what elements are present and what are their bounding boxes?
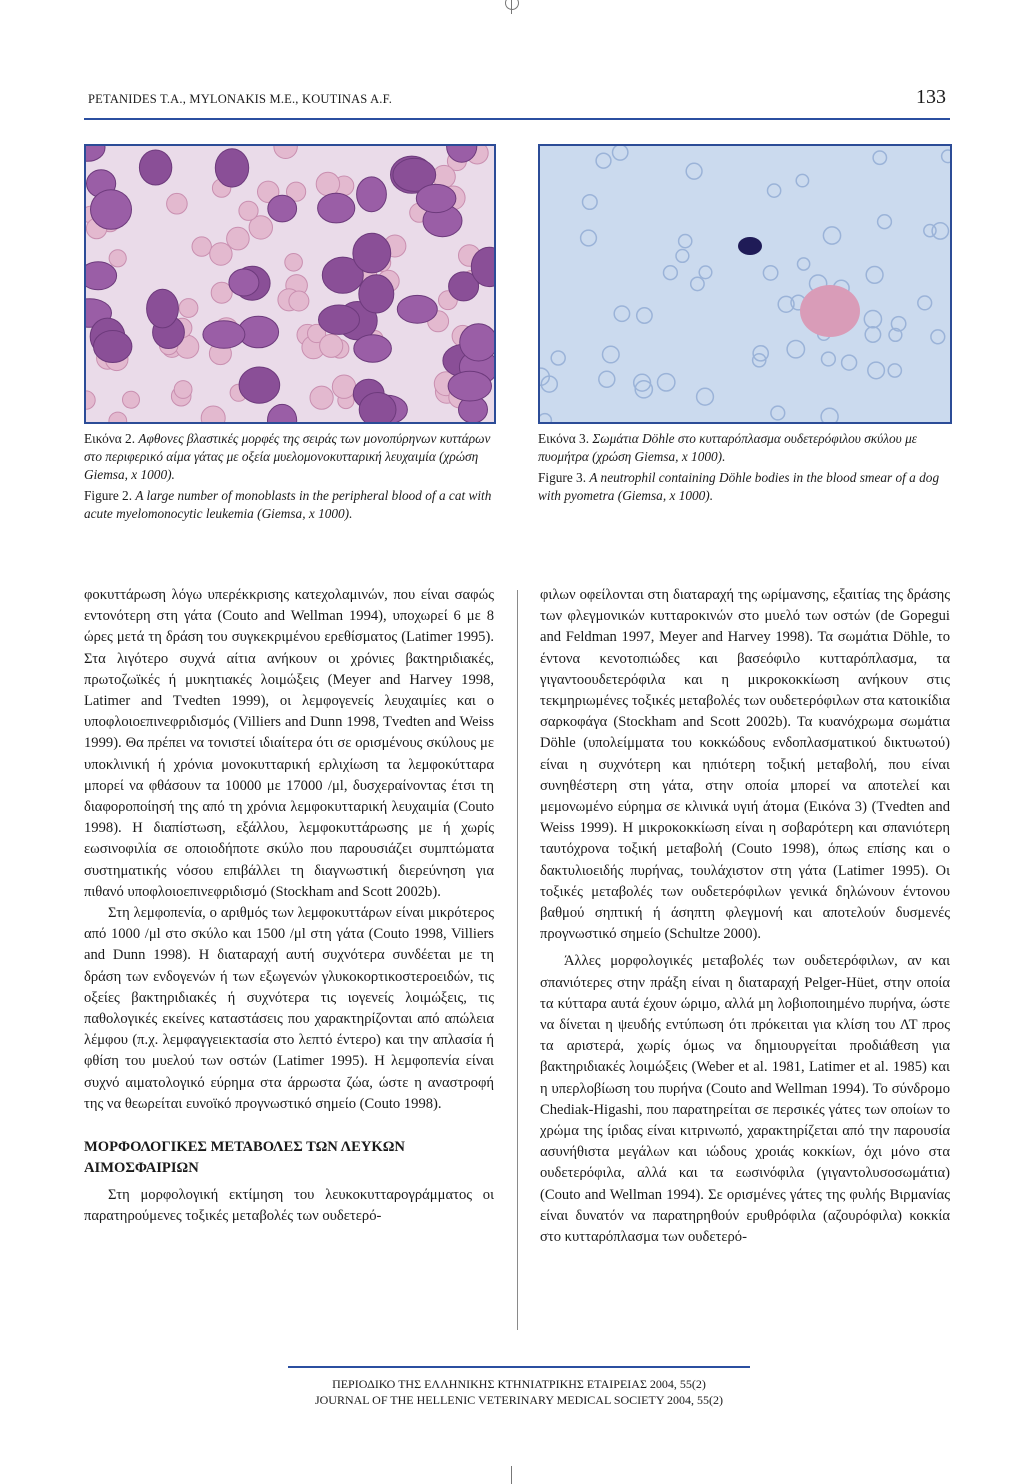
monoblast-cell <box>215 149 248 187</box>
column-divider <box>517 590 518 1330</box>
monoblast-cell <box>229 269 259 296</box>
monoblast-cell <box>139 150 171 185</box>
red-blood-cell <box>179 299 198 318</box>
paragraph: Στη λεμφοπενία, ο αριθμός των λεμφοκυττάρων είναι μικρότερος από 1000 /μl στο σκύλο και 1500 /μl στη γάτα (Couto 1998, Villiers and Dunn 1998). Η διαταραχή αυτή συχνότερα συνδέεται με τη δράση των ενδογενών ή των εξωγενών γλυκοκορτικοστεροειδών, τις οξείες βακτηριδιακές ή συχνότερα τις ιογενείς λοιμώξεις, τις παθολογικές εκείνες καταστάσεις που χαρακτηρίζονται από απώλεια λέμφου (π.χ. λεμφαγγειεκτασία στο λεπτό έντερο) και την απλασία ή φθίση του μυελού των οστών (Latimer 1995). Η λεμφοπενία είναι συχνό αιματολογικό εύρημα στα άρρωστα ζώα, ώστε η αναστροφή της να θεωρείται ευνοϊκό προγνωστικό σημείο (Couto 1998). <box>84 905 494 1112</box>
figure-3-caption-english <box>538 469 948 505</box>
red-blood-cell <box>285 254 303 272</box>
monoblast-cell <box>91 190 132 230</box>
monoblast-cell <box>239 367 280 403</box>
journal-footer <box>288 1376 750 1408</box>
monoblast-cell <box>354 335 392 362</box>
figure-3-caption <box>538 430 948 508</box>
figure-2-text-greek: Αφθονες βλαστικές μορφές της σειράς των μονοπύρηνων κυττάρων στο περιφερικό αίμα γάτας με οξεία μυελομονοκυτταρική λευχαιμία (χρώση Giemsa, x 1000). <box>84 431 491 482</box>
red-blood-cell <box>239 201 258 220</box>
red-blood-cell <box>316 172 339 195</box>
figure-3-text-greek: Σωμάτια Döhle στο κυτταρόπλασμα ουδετερόφιλου σκύλου με πυομήτρα (χρώση Giemsa, x 1000). <box>538 431 918 464</box>
figure-2-caption <box>84 430 492 526</box>
registration-mark <box>505 0 519 10</box>
figure-2-label-english: Figure 2. <box>84 488 133 503</box>
figure-3-label-greek: Εικόνα 3. <box>538 431 590 446</box>
figure-2-micrograph <box>84 144 496 424</box>
monoblast-cell <box>397 295 437 323</box>
footer-rule <box>288 1366 750 1368</box>
monoblast-cell <box>86 262 117 290</box>
monoblast-cell <box>460 324 494 361</box>
paragraph: φιλων οφείλονται στη διαταραχή της ωρίμανσης, εξαιτίας της δράσης των φλεγμονικών κυτταροκινών στο μυελό των οστών (de Gopegui and Feldman 1997, Meyer and Harvey 1998). Τα σωμάτια Döhle, το έντονα κενοτοπιώδες και βασεόφιλο κυτταρόπλασμα, τα γιγαντοουδετερόφιλα και η μικροκοκκίωση ανήκουν στις τεκμηριωμένες τοξικές μεταβολές των ουδετερόφιλων στα κατοικίδια σαρκοφάγα (Stockham and Scott 2002b). Τα κυανόχρωμα σωμάτια Döhle (υπολείμματα του κοκκώδους ενδοπλασματικού δικτυωτού) είναι η συχνότερη και ηπιότερη τοξική μεταβολή, που είναι συνηθέστερη στη γάτα, στην οποία μπορεί να αποτελεί και μεμονωμένο εύρημα σε κλινικά υγιή άτομα (Εικόνα 3) (Tvedten and Weiss 1999). Η μικροκοκκίωση είναι η σοβαρότερη και σπανιότερη ταυτόχρονα τοξική μεταβολή (Couto 1998), όπως επίσης και ο δακτυλιοειδής πυρήνας, τουλάχιστον στη γάτα (Latimer 1995). Οι τοξικές μεταβολές των ουδετερόφιλων γενικά δηλώνουν έντονου βαθμού σηπτική ή άσηπτη φλεγμονή και αποτελούν δυσμενές προγνωστικό σημείο (Schultze 2000). <box>540 587 950 943</box>
running-header <box>84 82 950 118</box>
page-number: 133 <box>916 86 946 108</box>
red-blood-cell <box>320 334 343 357</box>
monoblast-cell <box>359 393 396 423</box>
red-blood-cell <box>332 375 355 398</box>
monoblast-cell <box>203 321 245 349</box>
figure-2-caption-english <box>84 487 492 523</box>
header-rule <box>84 118 950 120</box>
figure-3-image <box>540 146 950 422</box>
header-authors: PETANIDES T.A., MYLONAKIS M.E., KOUTINAS A.F. <box>88 92 393 106</box>
red-blood-cell <box>192 237 211 256</box>
nucleus-cell <box>738 237 762 255</box>
figure-2-image <box>86 146 494 422</box>
figure-3-caption-greek <box>538 430 948 466</box>
figure-3-label-english: Figure 3. <box>538 470 587 485</box>
figure-2-label-greek: Εικόνα 2. <box>84 431 136 446</box>
red-blood-cell <box>174 381 192 399</box>
monoblast-cell <box>268 195 297 222</box>
footer-journal-english: JOURNAL OF THE HELLENIC VETERINARY MEDICAL SOCIETY 2004, 55(2) <box>314 1393 724 1407</box>
neutrophil-cell <box>800 285 860 337</box>
monoblast-cell <box>319 305 360 334</box>
footer-journal-greek: ΠΕΡΙΟΔΙΚΟ ΤΗΣ ΕΛΛΗΝΙΚΗΣ ΚΤΗΝΙΑΤΡΙΚΗΣ ΕΤΑΙΡΕΙΑΣ 2004, 55(2) <box>332 1377 706 1391</box>
monoblast-cell <box>94 331 132 363</box>
red-blood-cell <box>167 193 188 214</box>
monoblast-cell <box>318 193 355 223</box>
monoblast-cell <box>448 371 491 401</box>
section-heading: ΜΟΡΦΟΛΟΓΙΚΕΣ ΜΕΤΑΒΟΛΕΣ ΤΩΝ ΛΕΥΚΩΝ ΑΙΜΟΣΦΑΙΡΙΩΝ <box>84 1139 405 1177</box>
figure-3-text-english: A neutrophil containing Döhle bodies in the blood smear of a dog with pyometra (Giemsa, x 1000). <box>538 470 940 503</box>
body-column-left <box>84 585 494 1227</box>
paragraph: φοκυττάρωση λόγω υπερέκκρισης κατεχολαμινών, που είναι σαφώς εντονότερη στη γάτα (Couto and Wellman 1994), υποχωρεί 6 με 8 ώρες μετά τη δράση του συγκεκριμένου ερεθίσματος (Latimer 1995). Στα λιγότερο συχνά αίτια ανήκουν οι χρόνιες βακτηριδιακές, πρωτοζωϊκές ή μυκητιακές λοιμώξεις (Meyer and Harvey 1998, Latimer and Tvedten 1999), οι λεμφογενείς λευχαιμίες και ο υποφλοιοεπινεφριδισμός (Villiers and Dunn 1998, Tvedten and Weiss 1999). Θα πρέπει να τονιστεί ιδιαίτερα ότι σε ορισμένους σκύλους με υποκλινική ή χρόνια μονοκυτταρική ερλιχίωση τα λεμφοκύτταρα μπορεί να φθάσουν τα 10000 με 17000 /μl, δυσχεραίνοντας έτσι τη διαφοροποίησή της από τη χρόνια λεμφοκυτταρική λευχαιμία (Couto 1998). Η διαπίστωση, εξάλλου, λεμφοκυττάρωσης με ή χωρίς εωσινοφιλία σε οποιοδήποτε σκύλο που παρουσιάζει συμπτώματα συστηματικής νόσου επιβάλλει τη διαγνωστική διερεύνηση για πιθανό υποφλοιοεπινεφριδισμό (Stockham and Scott 2002b). <box>84 587 494 900</box>
figure-2-caption-greek <box>84 430 492 484</box>
body-column-right <box>540 585 950 1248</box>
monoblast-cell <box>357 177 387 212</box>
monoblast-cell <box>147 289 179 328</box>
red-blood-cell <box>123 391 140 408</box>
red-blood-cell <box>109 250 126 267</box>
crop-mark-bottom <box>511 1466 512 1484</box>
red-blood-cell <box>289 291 309 311</box>
paragraph: Άλλες μορφολογικές μεταβολές των ουδετερόφιλων, αν και σπανιότερες στην πράξη είναι η διαταραχή Pelger-Hüet, στην οποία τα κύτταρα αυτά έχουν ώριμο, αλλά μη λοβιοποιημένο πυρήνα, ώστε να δίνεται η ψευδής εντύπωση ότι πρόκειται για κλίση του ΛΤ προς τα αριστερά, χωρίς όμως να δημιουργείται προδιάθεση για βακτηριδιακές λοιμώξεις (Weber et al. 1981, Latimer et al. 1985) και η υπερλοβίωση του πυρήνα (Couto and Wellman 1994). Το σύνδρομο Chediak-Higashi, που παρατηρείται σε περσικές γάτες των οποίων το χρώμα της ίριδας είναι κιτρινωπό, χαρακτηρίζεται από την παρουσία ασυνήθιστα μεγάλων και ιώδους χροιάς κοκκίων, όχι μόνο στα ουδετερόφιλα, αλλά και τα εωσινόφιλα (γιγαντολυσοσωμάτια) (Couto and Wellman 1994). Σε ορισμένες γάτες της φυλής Βιρμανίας είναι δυνατόν να παρατηρηθούν ερυθρόφιλα (αζουρόφιλα) κοκκία στο κυτταρόπλασμα των ουδετερό- <box>540 953 950 1246</box>
paragraph: Στη μορφολογική εκτίμηση του λευκοκυτταρογράμματος οι παρατηρούμενες τοξικές μεταβολές των ουδετερό- <box>84 1187 494 1225</box>
red-blood-cell <box>227 227 250 250</box>
monoblast-cell <box>416 184 456 212</box>
figure-2-text-english: A large number of monoblasts in the peripheral blood of a cat with acute myelomonocytic leukemia (Giemsa, x 1000). <box>84 488 492 521</box>
monoblast-cell <box>359 275 394 313</box>
figure-3-micrograph <box>538 144 952 424</box>
monoblast-cell <box>353 233 391 273</box>
red-blood-cell <box>210 243 232 265</box>
red-blood-cell <box>310 386 333 409</box>
